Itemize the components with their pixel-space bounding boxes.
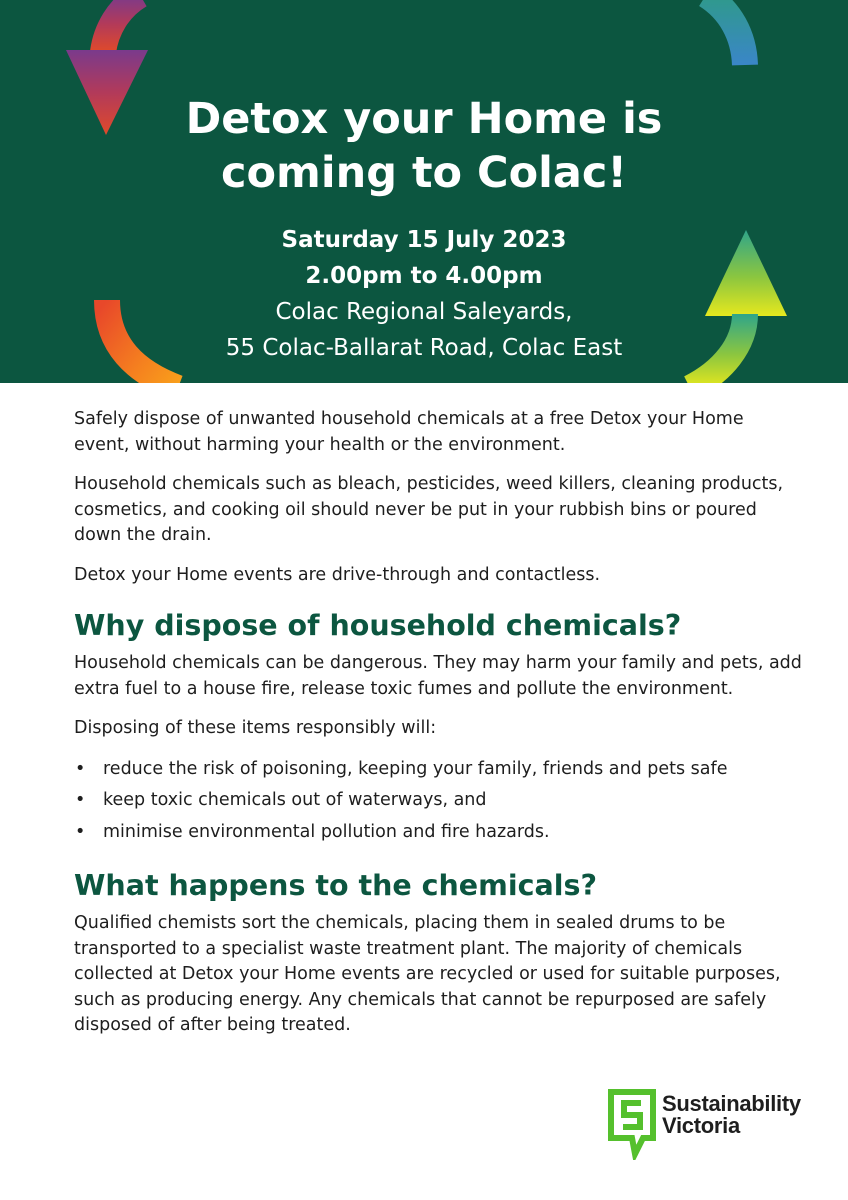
- intro-paragraph-2: Household chemicals such as bleach, pesticides, weed killers, cleaning products, cosmetics, and cooking oil should never be put in your rubbish bins or poured down the drain.: [74, 474, 784, 545]
- list-item-text: keep toxic chemicals out of waterways, and: [103, 790, 487, 810]
- intro-paragraph-3: Detox your Home events are drive-through and contactless.: [74, 564, 601, 585]
- main-content: [74, 407, 804, 1053]
- bullet-icon: •: [75, 821, 86, 842]
- event-address: 55 Colac-Ballarat Road, Colac East: [225, 335, 623, 361]
- sustainability-victoria-logo: [605, 1088, 815, 1160]
- list-item: [74, 754, 804, 786]
- title-line-1: Detox your Home is: [185, 94, 663, 144]
- list-item: [74, 817, 804, 849]
- benefits-list: [74, 754, 804, 849]
- bullet-icon: •: [75, 758, 86, 779]
- title-line-2: coming to Colac!: [221, 148, 627, 198]
- heading-what-happens: What happens to the chemicals?: [74, 869, 597, 902]
- why-paragraph-1: Household chemicals can be dangerous. They may harm your family and pets, add extra fuel to a house fire, release toxic fumes and pollute the environment.: [74, 653, 802, 699]
- event-date: Saturday 15 July 2023: [281, 227, 567, 253]
- page-title: [0, 92, 848, 200]
- event-time: 2.00pm to 4.00pm: [305, 263, 543, 289]
- list-item-text: minimise environmental pollution and fire hazards.: [103, 821, 550, 842]
- event-details: [0, 222, 848, 366]
- bullet-icon: •: [75, 790, 86, 810]
- list-item-text: reduce the risk of poisoning, keeping your family, friends and pets safe: [103, 758, 728, 779]
- list-item: [74, 785, 804, 817]
- logo-line-1: Sustainability: [662, 1091, 801, 1116]
- what-paragraph-1: Qualified chemists sort the chemicals, placing them in sealed drums to be transported to a specialist waste treatment plant. The majority of chemicals collected at Detox your Home events are recycled or used for suitable purposes, such as producing energy. Any chemicals that cannot be repurposed are safely disposed of after being treated.: [74, 913, 781, 1035]
- logo-wordmark: [662, 1093, 801, 1137]
- hero-banner: [0, 0, 848, 383]
- cycle-arc-icon: [706, 0, 745, 65]
- event-venue: Colac Regional Saleyards,: [275, 299, 573, 325]
- intro-paragraph-1: Safely dispose of unwanted household chemicals at a free Detox your Home event, without harming your health or the environment.: [74, 409, 744, 455]
- heading-why-dispose: Why dispose of household chemicals?: [74, 609, 682, 642]
- logo-line-2: Victoria: [662, 1113, 740, 1138]
- why-paragraph-2: Disposing of these items responsibly will:: [74, 718, 437, 738]
- logo-s-icon: [605, 1088, 661, 1160]
